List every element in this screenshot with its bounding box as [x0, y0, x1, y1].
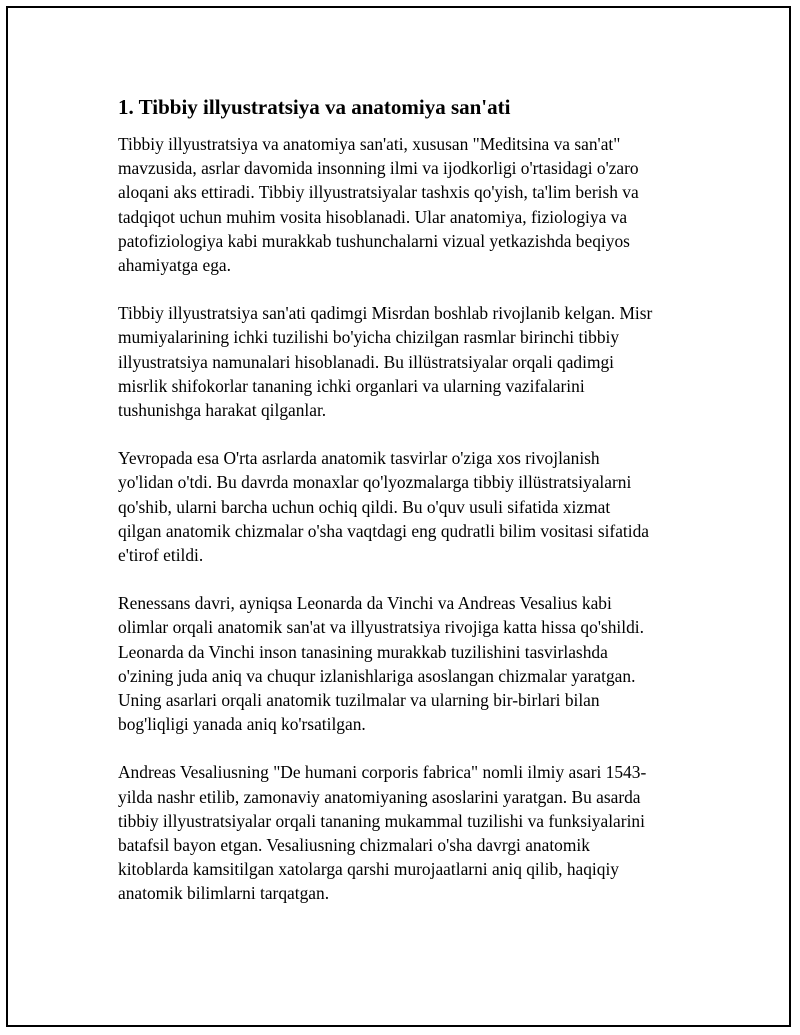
text-line: Tibbiy illyustratsiya va anatomiya san'ati, xususan "Meditsina va san'at"	[118, 134, 621, 154]
paragraph-2	[118, 301, 688, 422]
text-line: tushunishga harakat qilganlar.	[118, 400, 327, 421]
text-line: bog'liqligi yanada aniq ko'rsatilgan.	[118, 714, 366, 735]
text-line: Yevropada esa O'rta asrlarda anatomik tasvirlar o'ziga xos rivojlanish	[118, 448, 600, 469]
document-body	[118, 94, 688, 930]
text-line: anatomik bilimlarni tarqatgan.	[118, 883, 330, 904]
paragraph-1	[118, 132, 688, 277]
text-line: mavzusida, asrlar davomida insonning ilmi va ijodkorligi o'rtasidagi o'zaro	[118, 158, 639, 179]
text-line: qo'shib, ularni barcha uchun ochiq qildi. Bu o'quv usuli sifatida xizmat	[118, 496, 611, 517]
text-line: yilda nashr etilib, zamonaviy anatomiyaning asoslarini yaratgan. Bu asarda	[118, 786, 641, 807]
paragraph-3	[118, 446, 688, 567]
text-line: tibbiy illyustratsiyalar orqali tananing mukammal tuzilishi va funksiyalarini	[118, 810, 645, 831]
text-line: e'tirof etildi.	[118, 545, 204, 566]
text-line: misrlik shifokorlar tananing ichki organlari va ularning vazifalarini	[118, 375, 585, 396]
text-line: o'zining juda aniq va chuqur izlanishlariga asoslangan chizmalar yaratgan.	[118, 665, 636, 686]
paragraph-4	[118, 591, 688, 736]
text-line: kitoblarda kamsitilgan xatolarga qarshi murojaatlarni aniq qilib, haqiqiy	[118, 859, 619, 880]
text-line: Leonarda da Vinchi inson tanasining murakkab tuzilishini tasvirlashda	[118, 641, 608, 662]
text-line: Uning asarlari orqali anatomik tuzilmalar va ularning bir-birlari bilan	[118, 690, 600, 711]
section-heading: 1. Tibbiy illyustratsiya va anatomiya san'ati	[118, 95, 511, 119]
text-line: olimlar orqali anatomik san'at va illyustratsiya rivojiga katta hissa qo'shildi.	[118, 617, 644, 638]
text-line: Renessans davri, ayniqsa Leonarda da Vinchi va Andreas Vesalius kabi	[118, 593, 612, 614]
text-line: batafsil bayon etgan. Vesaliusning chizmalari o'sha davrgi anatomik	[118, 835, 590, 856]
text-line: Tibbiy illyustratsiya san'ati qadimgi Misrdan boshlab rivojlanib kelgan. Misr	[118, 303, 653, 324]
text-line: patofiziologiya kabi murakkab tushunchalarni vizual yetkazishda beqiyos	[118, 230, 630, 251]
text-line: aloqani aks ettiradi. Tibbiy illyustratsiyalar tashxis qo'yish, ta'lim berish va	[118, 182, 639, 203]
text-line: illyustratsiya namunalari hisoblanadi. Bu illüstratsiyalar orqali qadimgi	[118, 351, 615, 372]
text-line: ahamiyatga ega.	[118, 255, 231, 276]
paragraph-5	[118, 760, 688, 905]
text-line: Andreas Vesaliusning "De humani corporis fabrica" nomli ilmiy asari 1543-	[118, 762, 647, 783]
text-line: mumiyalarining ichki tuzilishi bo'yicha chizilgan rasmlar birinchi tibbiy	[118, 327, 620, 348]
text-line: tadqiqot uchun muhim vosita hisoblanadi. Ular anatomiya, fiziologiya va	[118, 206, 628, 227]
text-line: yo'lidan o'tdi. Bu davrda monaxlar qo'lyozmalarga tibbiy illüstratsiyalarni	[118, 472, 632, 493]
text-line: qilgan anatomik chizmalar o'sha vaqtdagi eng qudratli bilim vositasi sifatida	[118, 520, 650, 541]
